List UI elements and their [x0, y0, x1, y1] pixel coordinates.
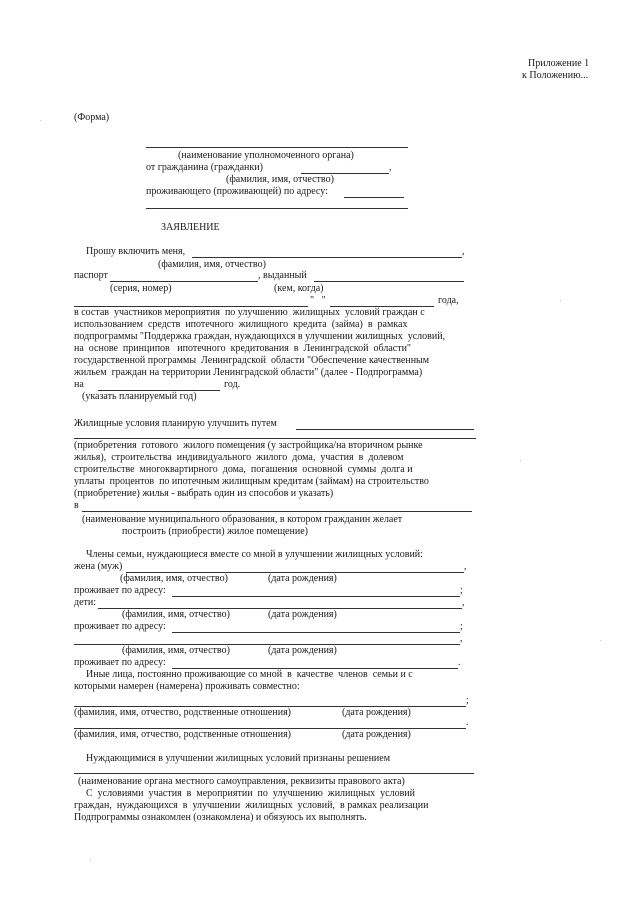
- applicant-name-line[interactable]: [192, 257, 462, 258]
- spouse-label: жена (муж): [74, 561, 123, 572]
- comma: ,: [462, 246, 465, 257]
- other-person-2-birth-caption: (дата рождения): [342, 729, 411, 740]
- comma: ,: [462, 597, 465, 608]
- semicolon: ;: [460, 585, 463, 596]
- paragraph-line: в состав участников мероприятия по улучшению жилищных условий граждан с: [74, 307, 425, 318]
- passport-label: паспорт: [74, 270, 108, 281]
- spouse-name-caption: (фамилия, имя, отчество): [120, 573, 228, 584]
- decision-line[interactable]: [74, 773, 474, 774]
- form-label: (Форма): [74, 112, 110, 123]
- name-caption: (фамилия, имя, отчество): [226, 174, 334, 185]
- paragraph-line: подпрограммы "Поддержка граждан, нуждающихся в улучшении жилищных условий,: [74, 331, 446, 342]
- statement-title: ЗАЯВЛЕНИЕ: [161, 222, 220, 233]
- passport-number-line[interactable]: [110, 281, 258, 282]
- children-label: дети:: [74, 597, 97, 608]
- others-intro-2: которыми намерен (намерена) проживать совместно:: [74, 681, 300, 692]
- request-text: Прошу включить меня,: [86, 246, 186, 257]
- passport-issued-caption: (кем, когда): [274, 283, 324, 294]
- passport-issuer-line[interactable]: [314, 281, 464, 282]
- comma: ,: [460, 633, 463, 644]
- scan-speck: [560, 300, 561, 301]
- child-2-resides-label: проживает по адресу:: [74, 657, 166, 668]
- municipality-caption-2: построить (приобрести) жилое помещение): [122, 526, 308, 537]
- appendix-reference: к Положению...: [522, 70, 589, 81]
- municipality-caption-1: (наименование муниципального образования, в котором гражданин желает: [82, 514, 403, 525]
- year-end: год.: [224, 379, 241, 390]
- comma: ,: [464, 561, 467, 572]
- spouse-resides-label: проживает по адресу:: [74, 585, 166, 596]
- decision-caption: (наименование органа местного самоуправления, реквизиты правового акта): [78, 776, 405, 787]
- address-label: проживающего (проживающей) по адресу:: [146, 186, 328, 197]
- paragraph-line: уплаты процентов по ипотечным жилищным кредитам (займам) на строительство: [74, 476, 429, 487]
- improve-method-label: Жилищные условия планирую улучшить путем: [74, 418, 277, 429]
- address-line-1[interactable]: [344, 197, 404, 198]
- paragraph-line: государственной программы Ленинградской области "Обеспечение качественным: [74, 355, 430, 366]
- scan-speck: [520, 460, 521, 461]
- address-line-2[interactable]: [146, 208, 408, 209]
- improve-method-line[interactable]: [296, 429, 474, 430]
- semicolon: ;: [466, 695, 469, 706]
- child-2-name-caption: (фамилия, имя, отчество): [122, 645, 230, 656]
- other-person-2-relation-caption: (фамилия, имя, отчество, родственные отношения): [74, 729, 291, 740]
- municipality-line[interactable]: [82, 511, 472, 512]
- family-intro: Члены семьи, нуждающиеся вместе со мной в улучшении жилищных условий:: [86, 549, 423, 560]
- date-quotes: " ": [310, 295, 326, 306]
- spouse-address-line[interactable]: [172, 596, 460, 597]
- child-1-address-line[interactable]: [172, 632, 460, 633]
- paragraph-line: использованием средств ипотечного жилищного кредита (займа) в рамках: [74, 319, 408, 330]
- appendix-number: Приложение 1: [528, 58, 590, 69]
- year-prefix: на: [74, 379, 84, 390]
- child-1-birth-caption: (дата рождения): [268, 609, 337, 620]
- decision-label: Нуждающимися в улучшении жилищных условий признаны решением: [86, 753, 391, 764]
- scan-speck: [90, 860, 91, 861]
- paragraph-line: (приобретения готового жилого помещения (у застройщика/на вторичном рынке: [74, 440, 423, 451]
- passport-series-caption: (серия, номер): [110, 283, 172, 294]
- child-2-birth-caption: (дата рождения): [268, 645, 337, 656]
- period: .: [466, 717, 469, 728]
- paragraph-line: жильем граждан на территории Ленинградской области" (далее - Подпрограмма): [74, 367, 423, 378]
- from-citizen-label: от гражданина (гражданки): [146, 162, 263, 173]
- paragraph-line: жилья), строительства индивидуального жилого дома, участия в долевом: [74, 452, 404, 463]
- organ-name-line[interactable]: [146, 147, 408, 148]
- child-1-name-caption: (фамилия, имя, отчество): [122, 609, 230, 620]
- semicolon: ;: [460, 621, 463, 632]
- municipality-prefix: в: [74, 500, 79, 511]
- scan-speck: [40, 120, 41, 121]
- year-word: года,: [438, 295, 459, 306]
- others-intro-1: Иные лица, постоянно проживающие со мной в качестве членов семьи и с: [86, 669, 413, 680]
- paragraph-line: строительстве многоквартирного дома, погашения основной суммы долга и: [74, 464, 413, 475]
- organ-caption: (наименование уполномоченного органа): [178, 150, 354, 161]
- planned-year-caption: (указать планируемый год): [82, 391, 197, 402]
- comma: ,: [389, 162, 392, 173]
- paragraph-line: на основе принципов ипотечного кредитования в Ленинградской области": [74, 343, 412, 354]
- child-1-resides-label: проживает по адресу:: [74, 621, 166, 632]
- spouse-birth-caption: (дата рождения): [268, 573, 337, 584]
- period: .: [458, 657, 461, 668]
- paragraph-line: Подпрограммы ознакомлен (ознакомлена) и обязуюсь их выполнять.: [74, 812, 367, 823]
- paragraph-line: С условиями участия в мероприятии по улучшению жилищных условий: [86, 788, 416, 799]
- other-person-1-birth-caption: (дата рождения): [342, 707, 411, 718]
- paragraph-line: (приобретение) жилья - выбрать один из способов и указать): [74, 488, 334, 499]
- applicant-name-caption: (фамилия, имя, отчество): [158, 259, 266, 270]
- paragraph-line: граждан, нуждающихся в улучшении жилищных условий, в рамках реализации: [74, 800, 429, 811]
- scan-speck: [600, 640, 601, 641]
- issued-label: , выданный: [258, 270, 307, 281]
- improve-method-line-2[interactable]: [74, 438, 476, 439]
- other-person-1-relation-caption: (фамилия, имя, отчество, родственные отношения): [74, 707, 291, 718]
